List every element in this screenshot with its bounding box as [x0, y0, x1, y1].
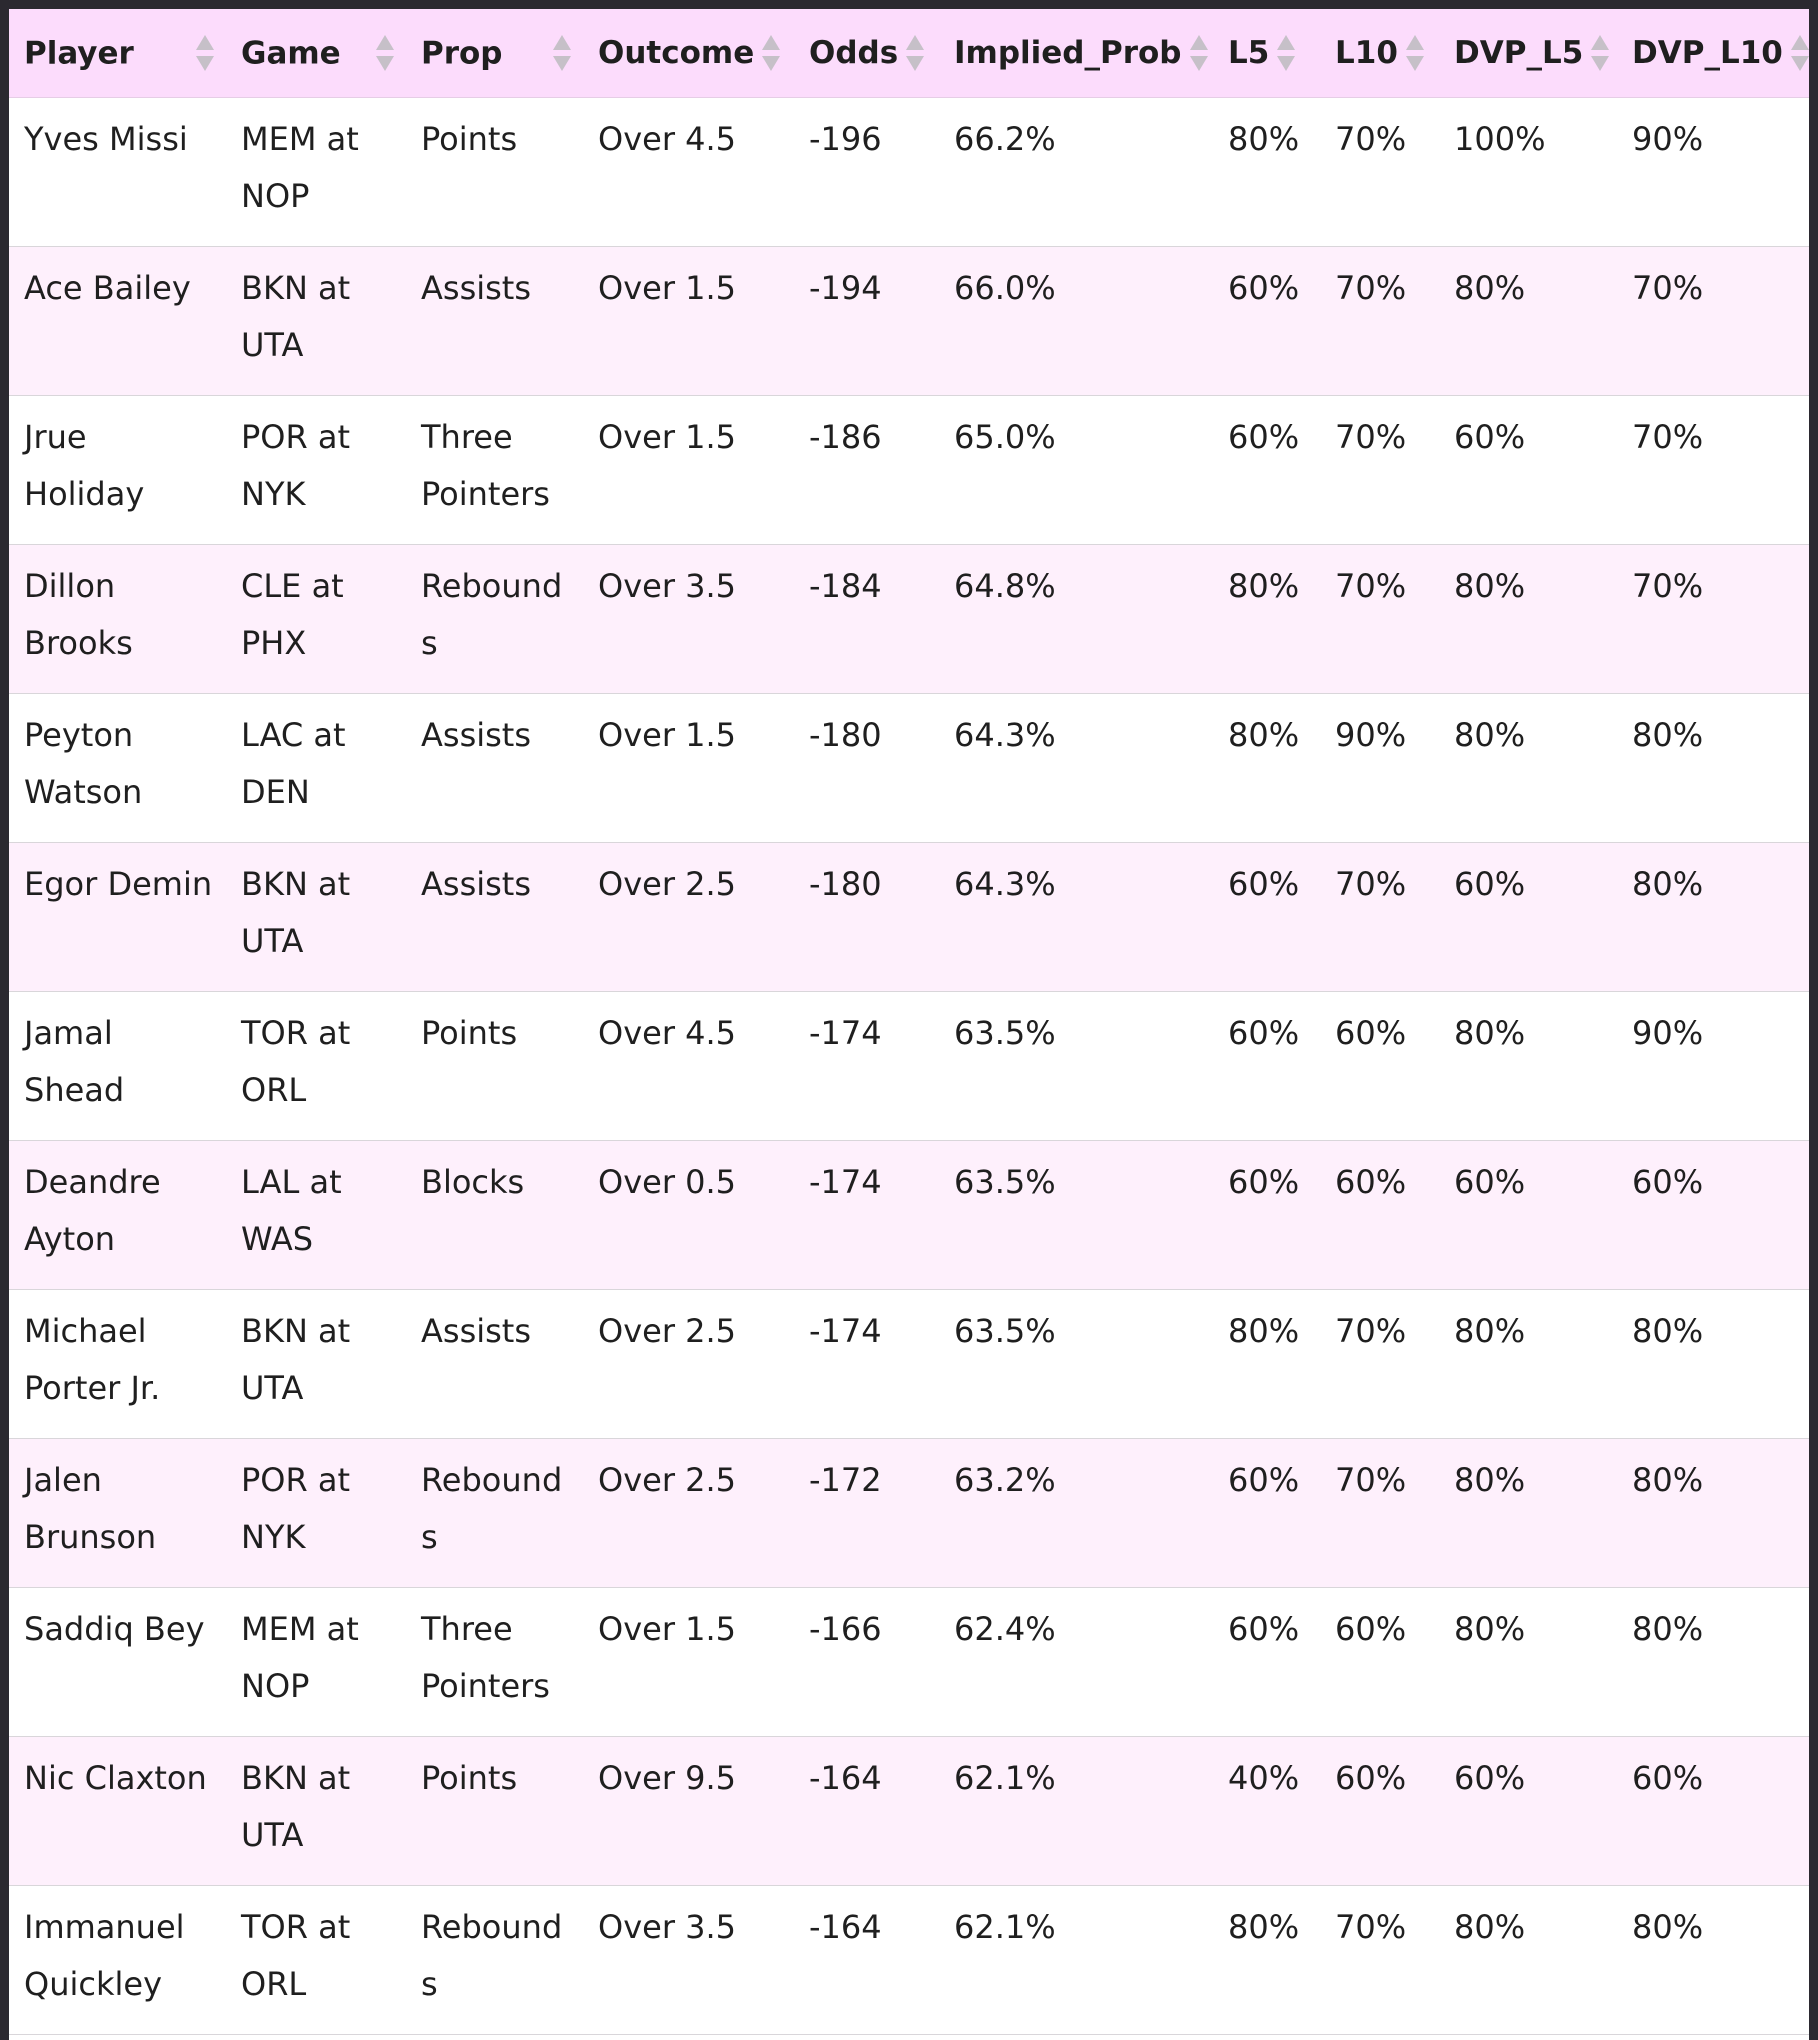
cell-player: Deandre Ayton — [24, 1162, 161, 1258]
cell-implied-prob: 65.0% — [954, 417, 1056, 456]
sort-ascending-icon — [1406, 35, 1424, 50]
cell-l10: 60% — [1335, 1758, 1407, 1797]
cell-odds: -184 — [809, 566, 882, 605]
cell-outcome: Over 2.5 — [598, 864, 737, 903]
cell-dvp-l10: 60% — [1632, 1758, 1704, 1797]
sort-descending-icon — [906, 56, 924, 71]
cell-dvp-l10: 90% — [1632, 1013, 1704, 1052]
table-row — [9, 693, 1809, 842]
cell-player: Jalen Brunson — [24, 1460, 157, 1556]
cell-l10: 60% — [1335, 1013, 1407, 1052]
column-header-l5[interactable] — [1213, 9, 1320, 97]
sort-arrows-icon[interactable] — [1190, 31, 1208, 75]
cell-implied-prob: 64.3% — [954, 715, 1056, 754]
cell-l5: 60% — [1228, 1162, 1300, 1201]
cell-game: BKN at UTA — [241, 864, 351, 960]
cell-outcome: Over 2.5 — [598, 1460, 737, 1499]
cell-dvp-l5: 80% — [1454, 566, 1526, 605]
cell-l5: 40% — [1228, 1758, 1300, 1797]
cell-player: Jrue Holiday — [24, 417, 145, 513]
cell-prop: Three Pointers — [421, 417, 550, 513]
cell-dvp-l5: 60% — [1454, 1758, 1526, 1797]
sort-descending-icon — [553, 56, 571, 71]
cell-implied-prob: 63.5% — [954, 1162, 1056, 1201]
cell-dvp-l10: 70% — [1632, 566, 1704, 605]
cell-dvp-l5: 60% — [1454, 1162, 1526, 1201]
sort-ascending-icon — [1277, 35, 1295, 50]
cell-odds: -166 — [809, 1609, 882, 1648]
cell-outcome: Over 1.5 — [598, 268, 737, 307]
cell-game: TOR at ORL — [241, 1013, 351, 1109]
cell-dvp-l5: 60% — [1454, 864, 1526, 903]
cell-dvp-l5: 80% — [1454, 1013, 1526, 1052]
cell-l10: 90% — [1335, 715, 1407, 754]
cell-implied-prob: 63.5% — [954, 1311, 1056, 1350]
cell-dvp-l10: 90% — [1632, 119, 1704, 158]
table-row — [9, 842, 1809, 991]
cell-dvp-l5: 80% — [1454, 1460, 1526, 1499]
header-row — [9, 9, 1809, 97]
cell-game: LAL at WAS — [241, 1162, 342, 1258]
table-row — [9, 395, 1809, 544]
column-header-prop[interactable] — [406, 9, 583, 97]
column-header-dvp-l10[interactable] — [1617, 9, 1809, 97]
cell-player: Saddiq Bey — [24, 1609, 205, 1648]
cell-odds: -164 — [809, 1758, 882, 1797]
table-header — [9, 9, 1809, 97]
cell-dvp-l5: 80% — [1454, 715, 1526, 754]
cell-odds: -172 — [809, 1460, 882, 1499]
column-header-implied-prob[interactable] — [939, 9, 1213, 97]
sort-arrows-icon[interactable] — [196, 31, 214, 75]
cell-prop: Points — [421, 119, 518, 158]
column-header-label: Odds — [809, 34, 899, 71]
cell-game: BKN at UTA — [241, 1758, 351, 1854]
table-row — [9, 246, 1809, 395]
cell-l10: 60% — [1335, 1162, 1407, 1201]
sort-ascending-icon — [762, 35, 780, 50]
cell-l10: 70% — [1335, 417, 1407, 456]
table-row — [9, 544, 1809, 693]
cell-l10: 70% — [1335, 1311, 1407, 1350]
cell-game: TOR at ORL — [241, 1907, 351, 2003]
cell-l10: 70% — [1335, 1460, 1407, 1499]
cell-prop: Three Pointers — [421, 1609, 550, 1705]
cell-outcome: Over 2.5 — [598, 1311, 737, 1350]
sort-ascending-icon — [1190, 35, 1208, 50]
cell-implied-prob: 62.1% — [954, 1758, 1056, 1797]
cell-game: BKN at UTA — [241, 268, 351, 364]
cell-prop: Assists — [421, 1311, 532, 1350]
sort-ascending-icon — [196, 35, 214, 50]
sort-descending-icon — [1591, 56, 1609, 71]
table-row — [9, 1885, 1809, 2034]
cell-dvp-l10: 80% — [1632, 1609, 1704, 1648]
cell-odds: -164 — [809, 1907, 882, 1946]
sort-arrows-icon[interactable] — [1591, 31, 1609, 75]
sort-arrows-icon[interactable] — [1277, 31, 1295, 75]
cell-prop: Assists — [421, 715, 532, 754]
cell-game: MEM at NOP — [241, 119, 359, 215]
cell-dvp-l10: 80% — [1632, 1311, 1704, 1350]
sort-descending-icon — [1791, 56, 1809, 71]
table-row — [9, 1438, 1809, 1587]
table-row — [9, 1587, 1809, 1736]
sort-descending-icon — [762, 56, 780, 71]
cell-implied-prob: 64.3% — [954, 864, 1056, 903]
cell-game: LAC at DEN — [241, 715, 346, 811]
cell-odds: -180 — [809, 715, 882, 754]
cell-player: Yves Missi — [24, 119, 188, 158]
cell-prop: Blocks — [421, 1162, 525, 1201]
sort-descending-icon — [1190, 56, 1208, 71]
cell-prop: Points — [421, 1013, 518, 1052]
cell-l5: 60% — [1228, 1460, 1300, 1499]
props-table — [9, 9, 1809, 2035]
cell-dvp-l5: 80% — [1454, 268, 1526, 307]
column-header-label: Implied_Prob — [954, 34, 1182, 71]
cell-dvp-l10: 80% — [1632, 1460, 1704, 1499]
cell-outcome: Over 1.5 — [598, 715, 737, 754]
cell-l5: 60% — [1228, 1609, 1300, 1648]
cell-dvp-l10: 70% — [1632, 268, 1704, 307]
cell-prop: Rebounds — [421, 1907, 563, 2003]
cell-l5: 60% — [1228, 417, 1300, 456]
cell-l5: 80% — [1228, 566, 1300, 605]
column-header-player[interactable] — [9, 9, 226, 97]
props-table-container — [9, 9, 1809, 2040]
cell-l5: 80% — [1228, 715, 1300, 754]
table-row — [9, 1289, 1809, 1438]
cell-player: Peyton Watson — [24, 715, 143, 811]
cell-odds: -174 — [809, 1013, 882, 1052]
cell-prop: Assists — [421, 268, 532, 307]
column-header-label: Game — [241, 35, 341, 72]
column-header-label: Outcome — [598, 34, 755, 71]
cell-l10: 70% — [1335, 1907, 1407, 1946]
cell-l5: 80% — [1228, 1311, 1300, 1350]
column-header-outcome[interactable] — [583, 9, 794, 97]
cell-outcome: Over 1.5 — [598, 417, 737, 456]
cell-dvp-l10: 60% — [1632, 1162, 1704, 1201]
column-header-label: L10 — [1335, 34, 1398, 71]
sort-arrows-icon[interactable] — [762, 31, 780, 75]
cell-outcome: Over 3.5 — [598, 1907, 737, 1946]
cell-implied-prob: 66.2% — [954, 119, 1056, 158]
cell-odds: -196 — [809, 119, 882, 158]
column-header-label: L5 — [1228, 34, 1270, 71]
cell-dvp-l10: 80% — [1632, 864, 1704, 903]
cell-odds: -180 — [809, 864, 882, 903]
cell-prop: Rebounds — [421, 1460, 563, 1556]
cell-odds: -186 — [809, 417, 882, 456]
table-row — [9, 991, 1809, 1140]
cell-player: Egor Demin — [24, 864, 213, 903]
sort-ascending-icon — [1791, 35, 1809, 50]
cell-prop: Points — [421, 1758, 518, 1797]
column-header-label: Prop — [421, 35, 503, 72]
cell-dvp-l5: 80% — [1454, 1609, 1526, 1648]
cell-odds: -174 — [809, 1311, 882, 1350]
cell-player: Jamal Shead — [24, 1013, 125, 1109]
cell-outcome: Over 0.5 — [598, 1162, 737, 1201]
cell-odds: -174 — [809, 1162, 882, 1201]
cell-player: Michael Porter Jr. — [24, 1311, 161, 1407]
sort-arrows-icon[interactable] — [906, 31, 924, 75]
cell-prop: Assists — [421, 864, 532, 903]
cell-l10: 60% — [1335, 1609, 1407, 1648]
cell-l10: 70% — [1335, 864, 1407, 903]
cell-l5: 80% — [1228, 119, 1300, 158]
cell-player: Dillon Brooks — [24, 566, 133, 662]
table-body — [9, 97, 1809, 2034]
sort-arrows-icon[interactable] — [1791, 31, 1809, 75]
sort-arrows-icon[interactable] — [553, 31, 571, 75]
sort-arrows-icon[interactable] — [1406, 31, 1424, 75]
cell-dvp-l10: 80% — [1632, 715, 1704, 754]
sort-descending-icon — [1277, 56, 1295, 71]
cell-player: Ace Bailey — [24, 268, 191, 307]
cell-prop: Rebounds — [421, 566, 563, 662]
cell-implied-prob: 62.4% — [954, 1609, 1056, 1648]
cell-implied-prob: 62.1% — [954, 1907, 1056, 1946]
cell-l5: 60% — [1228, 864, 1300, 903]
column-header-odds[interactable] — [794, 9, 939, 97]
cell-implied-prob: 63.2% — [954, 1460, 1056, 1499]
column-header-l10[interactable] — [1320, 9, 1439, 97]
cell-game: POR at NYK — [241, 1460, 351, 1556]
sort-ascending-icon — [906, 35, 924, 50]
cell-dvp-l5: 80% — [1454, 1311, 1526, 1350]
sort-ascending-icon — [376, 35, 394, 50]
cell-l10: 70% — [1335, 566, 1407, 605]
sort-ascending-icon — [1591, 35, 1609, 50]
sort-descending-icon — [376, 56, 394, 71]
cell-l10: 70% — [1335, 268, 1407, 307]
cell-l5: 60% — [1228, 268, 1300, 307]
cell-l5: 60% — [1228, 1013, 1300, 1052]
cell-dvp-l10: 70% — [1632, 417, 1704, 456]
sort-ascending-icon — [553, 35, 571, 50]
cell-implied-prob: 63.5% — [954, 1013, 1056, 1052]
column-header-label: DVP_L5 — [1454, 34, 1584, 71]
cell-game: BKN at UTA — [241, 1311, 351, 1407]
cell-l10: 70% — [1335, 119, 1407, 158]
cell-implied-prob: 64.8% — [954, 566, 1056, 605]
cell-dvp-l5: 80% — [1454, 1907, 1526, 1946]
cell-outcome: Over 1.5 — [598, 1609, 737, 1648]
cell-outcome: Over 4.5 — [598, 119, 737, 158]
sort-descending-icon — [196, 56, 214, 71]
cell-player: Immanuel Quickley — [24, 1907, 185, 2003]
cell-game: CLE at PHX — [241, 566, 344, 662]
table-row — [9, 97, 1809, 246]
column-header-game[interactable] — [226, 9, 406, 97]
cell-dvp-l10: 80% — [1632, 1907, 1704, 1946]
table-row — [9, 1140, 1809, 1289]
cell-l5: 80% — [1228, 1907, 1300, 1946]
cell-outcome: Over 4.5 — [598, 1013, 737, 1052]
cell-outcome: Over 3.5 — [598, 566, 737, 605]
cell-dvp-l5: 60% — [1454, 417, 1526, 456]
cell-implied-prob: 66.0% — [954, 268, 1056, 307]
column-header-label: DVP_L10 — [1632, 34, 1783, 71]
sort-arrows-icon[interactable] — [376, 31, 394, 75]
cell-player: Nic Claxton — [24, 1758, 207, 1797]
column-header-dvp-l5[interactable] — [1439, 9, 1617, 97]
cell-odds: -194 — [809, 268, 882, 307]
table-row — [9, 1736, 1809, 1885]
cell-game: POR at NYK — [241, 417, 351, 513]
cell-dvp-l5: 100% — [1454, 119, 1546, 158]
column-header-label: Player — [24, 35, 134, 72]
cell-outcome: Over 9.5 — [598, 1758, 737, 1797]
cell-game: MEM at NOP — [241, 1609, 359, 1705]
sort-descending-icon — [1406, 56, 1424, 71]
